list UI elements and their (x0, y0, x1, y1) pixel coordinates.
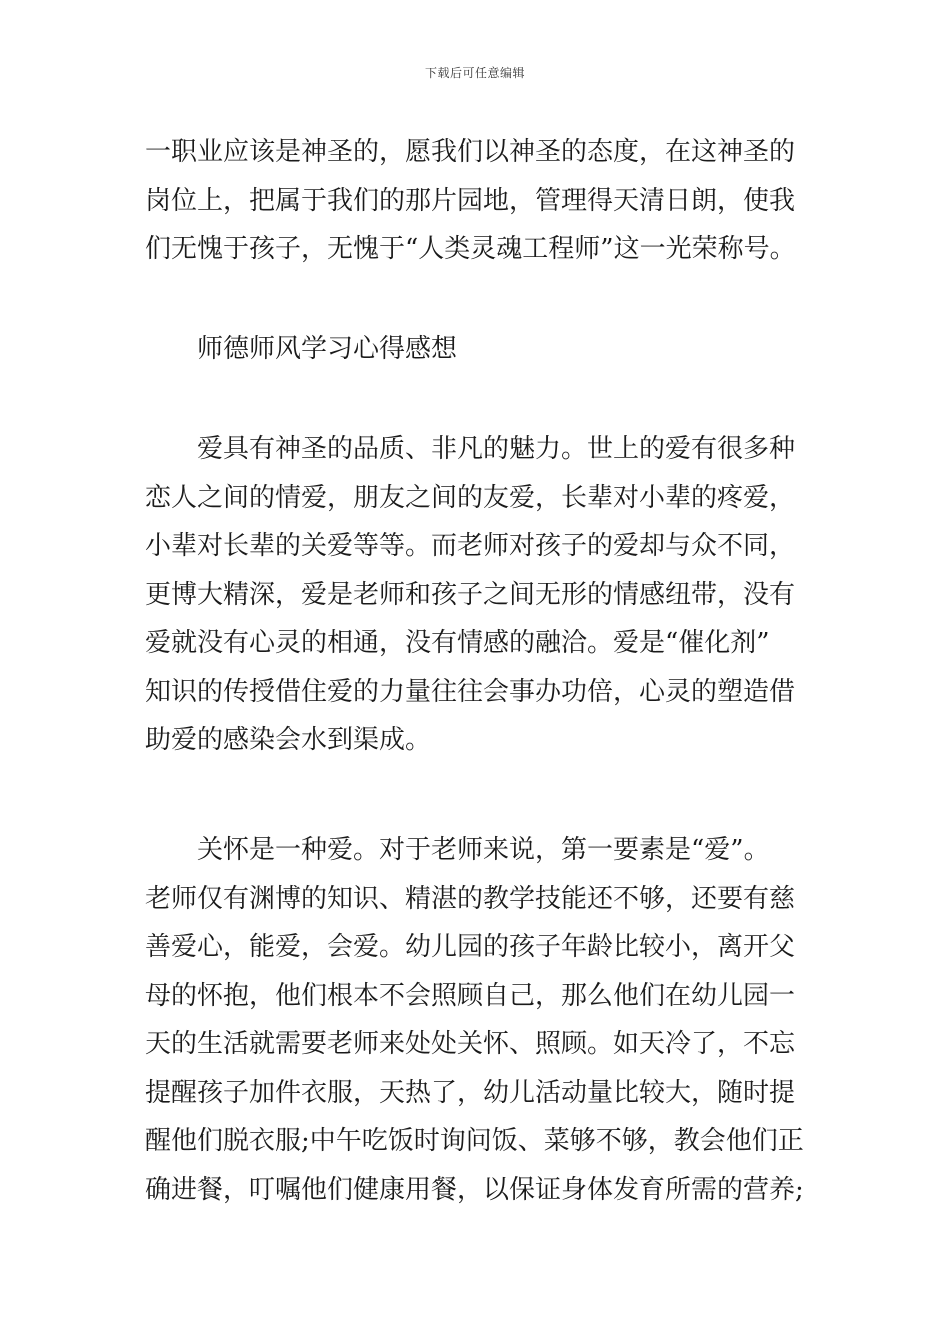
text-line: 更博大精深，爱是老师和孩子之间无形的情感纽带，没有 (145, 579, 796, 610)
text-line: 天的生活就需要老师来处处关怀、照顾。如天冷了，不忘 (145, 1029, 796, 1059)
text-line: 关怀是一种爱。对于老师来说，第一要素是“爱”。 (197, 835, 770, 865)
paragraph-love (145, 425, 810, 765)
text-line: 母的怀抱，他们根本不会照顾自己，那么他们在幼儿园一 (145, 980, 796, 1011)
text-line: 善爱心，能爱，会爱。幼儿园的孩子年龄比较小，离开父 (145, 932, 796, 962)
text-line: 爱具有神圣的品质、非凡的魅力。世上的爱有很多种 (197, 434, 796, 464)
text-line: 确进餐，叮嘱他们健康用餐，以保证身体发育所需的营养; (145, 1174, 804, 1205)
text-line: 爱就没有心灵的相通，没有情感的融洽。爱是“催化剂” (145, 628, 770, 658)
text-line: 一职业应该是神圣的，愿我们以神圣的态度，在这神圣的 (145, 137, 796, 167)
section-heading (145, 325, 810, 374)
text-line: 提醒孩子加件衣服，天热了，幼儿活动量比较大，随时提 (145, 1077, 796, 1108)
text-line: 老师仅有渊博的知识、精湛的教学技能还不够，还要有慈 (145, 883, 796, 914)
text-line: 知识的传授借住爱的力量往往会事办功倍，心灵的塑造借 (145, 676, 796, 707)
heading-text: 师德师风学习心得感想 (197, 334, 458, 364)
text-line: 助爱的感染会水到渠成。 (145, 725, 432, 755)
text-line: 恋人之间的情爱，朋友之间的友爱，长辈对小辈的疼爱， (145, 482, 796, 513)
text-line: 小辈对长辈的关爱等等。而老师对孩子的爱却与众不同， (145, 531, 796, 561)
page-header: 下载后可任意编辑 (424, 66, 525, 80)
text-line: 醒他们脱衣服;中午吃饭时询问饭、菜够不够，教会他们正 (145, 1126, 804, 1156)
paragraph-continuation (145, 128, 810, 274)
text-line: 们无愧于孩子，无愧于“人类灵魂工程师”这一光荣称号。 (145, 234, 796, 264)
text-line: 岗位上，把属于我们的那片园地，管理得天清日朗，使我 (145, 185, 796, 216)
paragraph-care (145, 826, 810, 1214)
